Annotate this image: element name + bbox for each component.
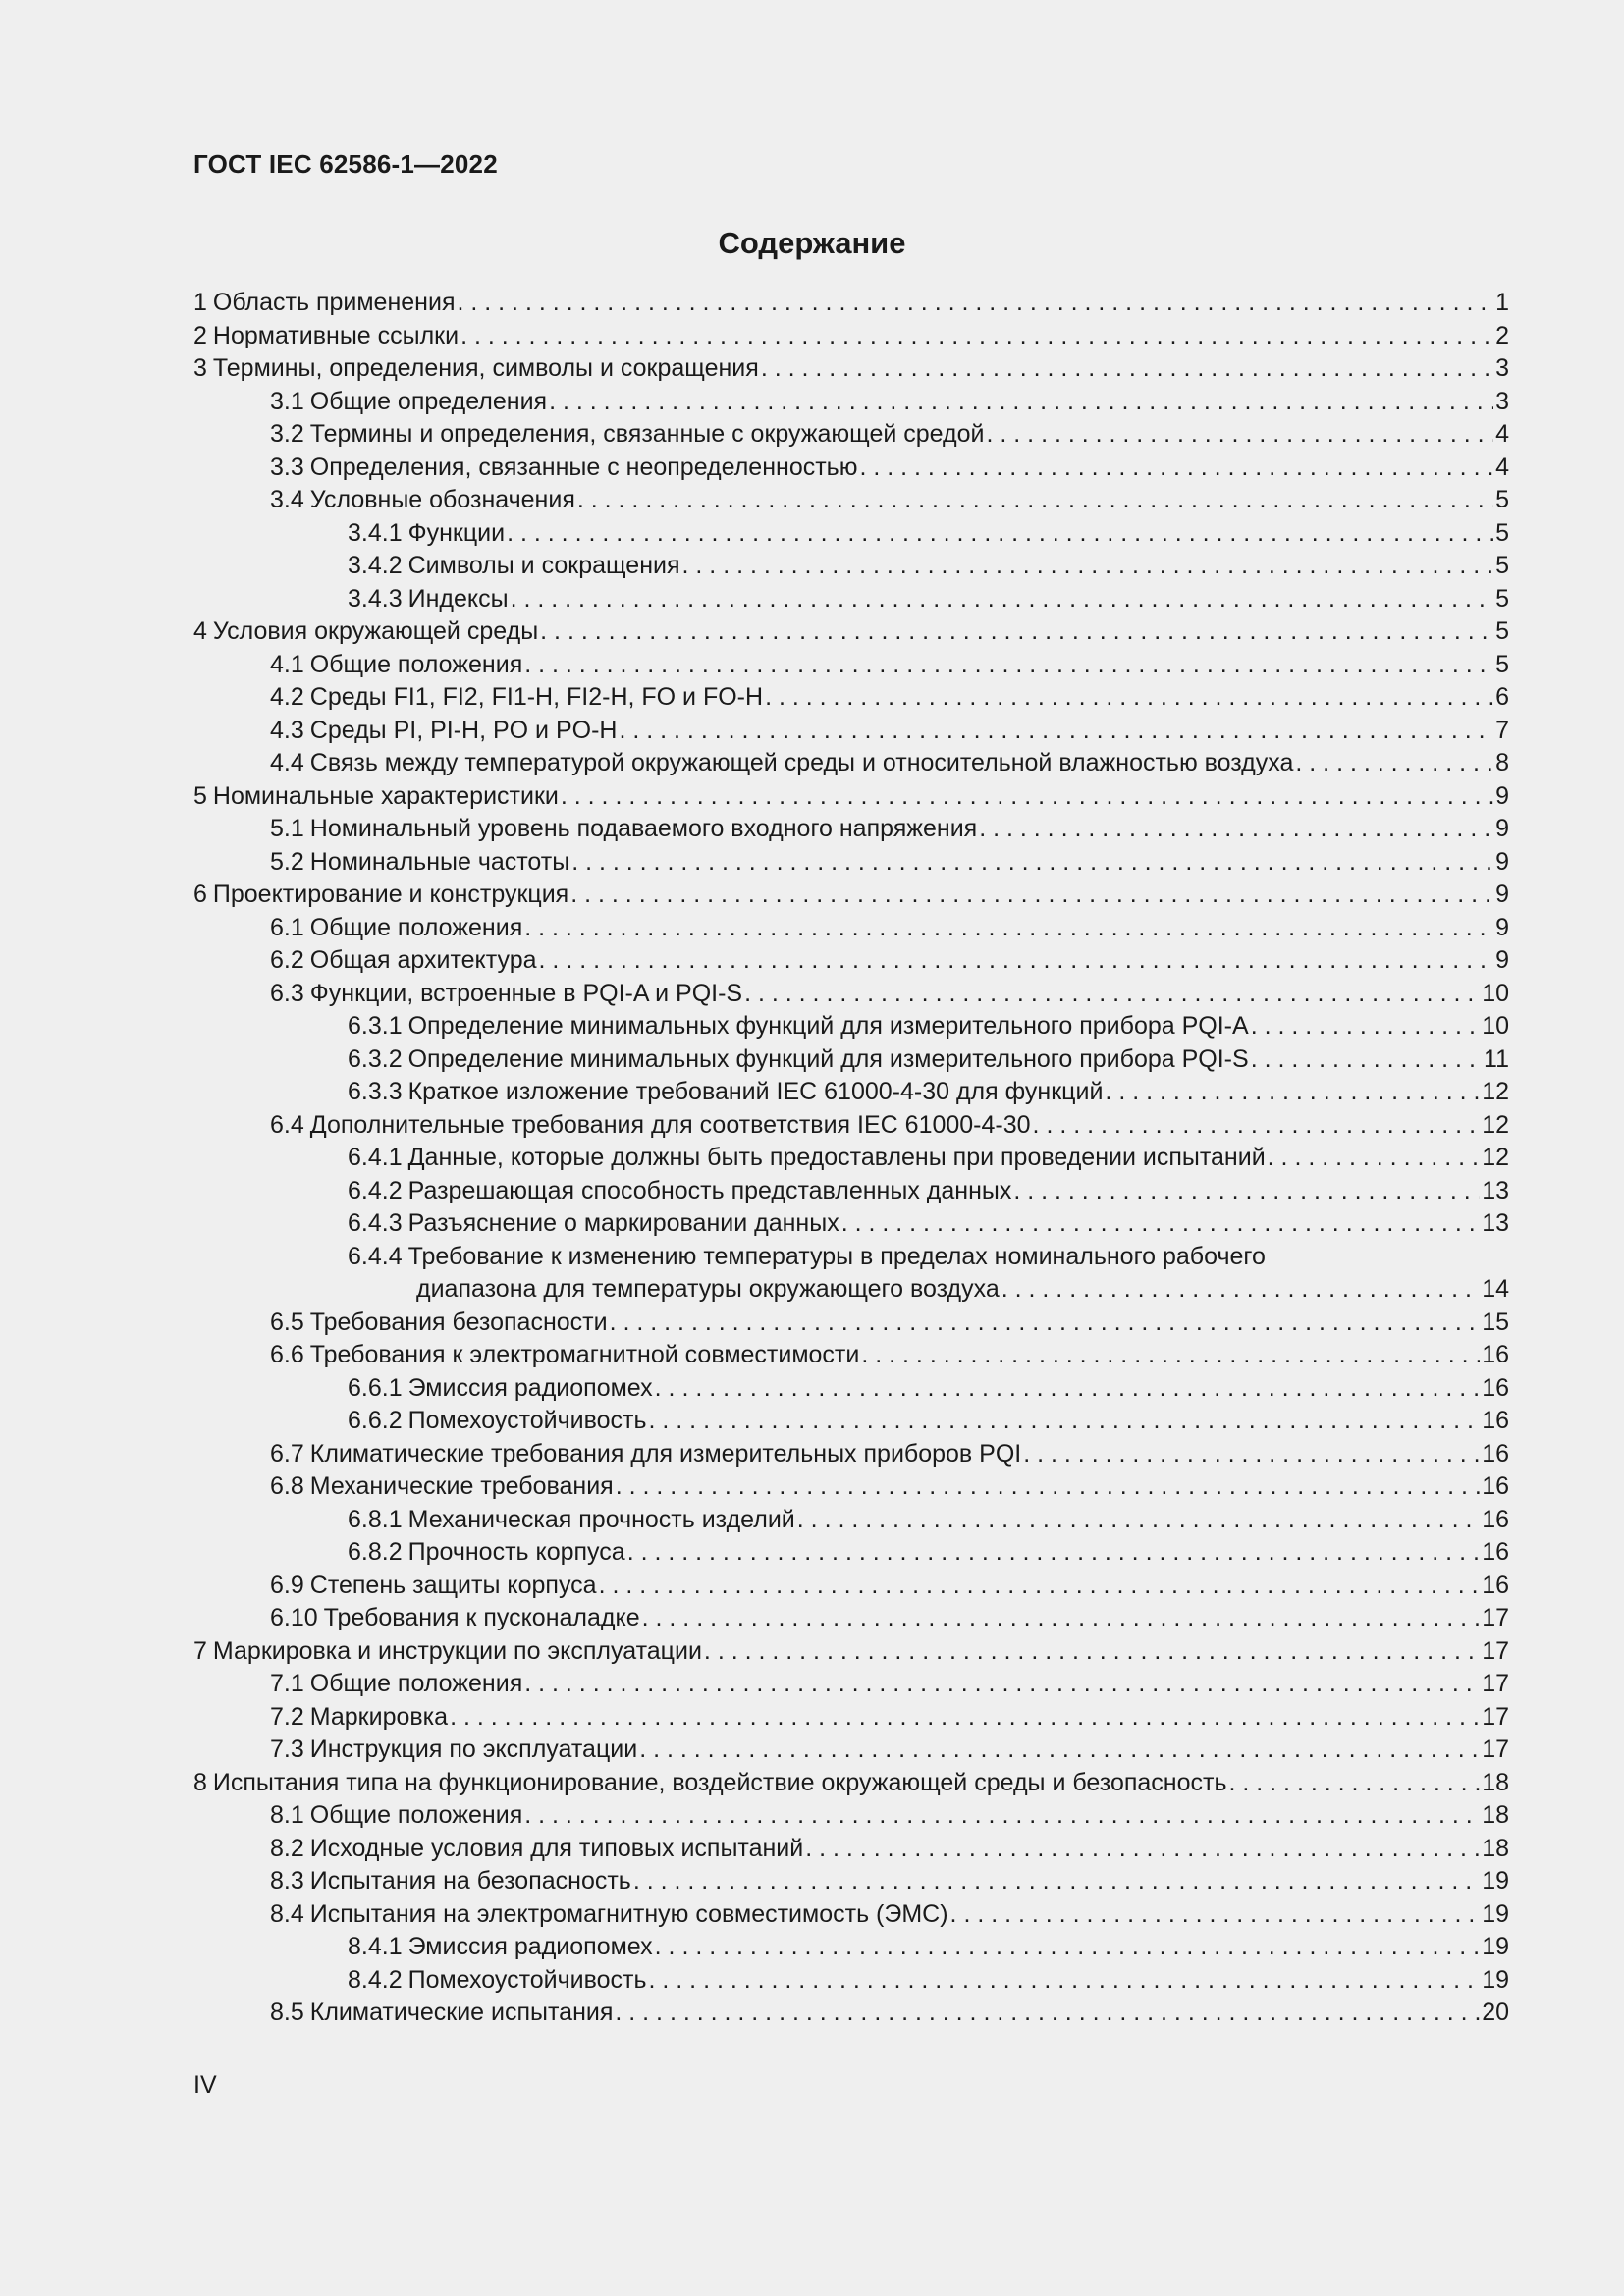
toc-entry-page: 17 [1482, 1670, 1509, 1697]
toc-entry-title: Общие положения [309, 1801, 523, 1829]
toc-entry-page: 4 [1495, 420, 1509, 448]
toc-entry[interactable] [193, 1043, 1509, 1077]
toc-entry-page: 16 [1482, 1439, 1509, 1468]
toc-entry-page: 13 [1482, 1176, 1509, 1204]
toc-entry-title: Среды PI, PI-H, PO и PO-H [309, 716, 618, 744]
toc-entry-title: Испытания типа на функционирование, воздействие окружающей среды и безопасность [212, 1768, 1227, 1796]
toc-entry-number: 3.4.2 [348, 552, 403, 579]
toc-entry-number: 6.7 [270, 1439, 304, 1468]
toc-entry-title: Общая архитектура [309, 946, 537, 974]
toc-entry-number: 6.4 [270, 1110, 304, 1139]
dot-leader [744, 978, 1480, 1011]
toc-entry-page: 4 [1495, 453, 1509, 481]
toc-entry[interactable] [193, 912, 1509, 945]
toc-entry-number: 6.4.3 [348, 1209, 403, 1237]
toc-entry[interactable] [193, 1076, 1509, 1109]
toc-entry-number: 8.2 [270, 1834, 304, 1862]
dot-leader [682, 550, 1494, 583]
dot-leader [1033, 1109, 1481, 1143]
dot-leader [1251, 1010, 1481, 1043]
toc-entry-title: Климатические испытания [309, 1999, 614, 2026]
toc-entry[interactable] [193, 715, 1509, 748]
toc-entry-title: Эмиссия радиопомех [407, 1933, 653, 1960]
toc-entry-page: 5 [1495, 518, 1509, 547]
toc-entry-number: 3.4.1 [348, 518, 403, 547]
toc-entry-page: 3 [1495, 387, 1509, 415]
toc-entry-number: 6.3 [270, 979, 304, 1007]
dot-leader [1251, 1043, 1482, 1077]
toc-entry[interactable] [193, 944, 1509, 978]
toc-entry-page: 17 [1482, 1702, 1509, 1731]
toc-entry-page: 17 [1482, 1636, 1509, 1665]
toc-entry[interactable] [193, 1504, 1509, 1537]
dot-leader [524, 1799, 1480, 1833]
toc-entry-page: 16 [1482, 1341, 1509, 1368]
dot-leader [619, 715, 1493, 748]
toc-entry-page: 19 [1482, 1933, 1509, 1960]
toc-entry[interactable] [193, 1964, 1509, 1998]
page-number: IV [193, 2071, 217, 2099]
toc-entry-page: 15 [1482, 1308, 1509, 1336]
toc-entry-page: 19 [1482, 1899, 1509, 1928]
toc-entry-title: Определение минимальных функций для измерительного прибора PQI-S [407, 1044, 1249, 1073]
toc-entry[interactable] [193, 681, 1509, 715]
dot-leader [859, 452, 1493, 485]
dot-leader [1105, 1076, 1480, 1109]
toc-entry-page: 16 [1482, 1472, 1509, 1500]
toc-entry-continuation[interactable] [193, 1273, 1509, 1307]
toc-entry-number: 7.1 [270, 1670, 304, 1697]
toc-entry-page: 16 [1482, 1505, 1509, 1533]
toc-entry-page: 11 [1484, 1044, 1509, 1073]
toc-entry[interactable] [193, 747, 1509, 780]
toc-entry-number: 3.2 [270, 420, 304, 448]
toc-entry[interactable] [193, 1241, 1509, 1274]
dot-leader [1228, 1767, 1480, 1800]
toc-entry[interactable] [193, 1833, 1509, 1866]
dot-leader [841, 1207, 1480, 1241]
toc-entry-number: 8.1 [270, 1801, 304, 1829]
toc-entry-page: 1 [1495, 289, 1509, 316]
dot-leader [987, 418, 1494, 452]
toc-entry-number: 6.9 [270, 1571, 304, 1599]
toc-entry-number: 7 [193, 1636, 207, 1665]
toc-entry-title: Общие положения [309, 1670, 523, 1697]
toc-entry[interactable] [193, 1865, 1509, 1898]
dot-leader [561, 780, 1493, 814]
toc-entry-title: Краткое изложение требований IEC 61000-4-30 для функций [407, 1078, 1104, 1105]
dot-leader [704, 1635, 1480, 1669]
toc-entry-title: Механические требования [309, 1472, 614, 1500]
toc-entry-page: 2 [1495, 321, 1509, 349]
toc-entry[interactable] [193, 484, 1509, 517]
toc-entry-title: Индексы [407, 584, 509, 613]
toc-entry-title: Среды FI1, FI2, FI1-H, FI2-H, FO и FO-H [309, 683, 764, 711]
toc-entry-title: Требование к изменению температуры в пределах номинального рабочего [407, 1242, 1266, 1270]
toc-entry-title: Маркировка [309, 1702, 449, 1731]
toc-entry-number: 6.10 [270, 1604, 318, 1631]
dot-leader [457, 287, 1493, 320]
toc-entry[interactable] [193, 418, 1509, 452]
toc-entry-title: Связь между температурой окружающей среды и относительной влажностью воздуха [309, 749, 1294, 776]
toc-entry-title: Испытания на электромагнитную совместимость (ЭМС) [309, 1899, 948, 1928]
dot-leader [861, 1339, 1480, 1372]
toc-entry[interactable] [193, 846, 1509, 880]
toc-entry[interactable] [193, 879, 1509, 912]
toc-entry[interactable] [193, 780, 1509, 814]
dot-leader [627, 1536, 1481, 1570]
toc-entry-page: 17 [1482, 1604, 1509, 1631]
dot-leader [450, 1701, 1480, 1735]
toc-entry[interactable] [193, 1307, 1509, 1340]
toc-entry-title: Функции [407, 518, 506, 547]
toc-entry-page: 9 [1495, 781, 1509, 810]
toc-entry-title: Помехоустойчивость [407, 1965, 647, 1994]
dot-leader [639, 1734, 1480, 1767]
dot-leader [610, 1307, 1481, 1340]
toc-entry-page: 19 [1482, 1965, 1509, 1994]
toc-entry-number: 5.1 [270, 815, 304, 842]
toc-entry-number: 6.1 [270, 913, 304, 941]
toc-entry-number: 6.3.1 [348, 1012, 403, 1040]
toc-entry-number: 6.6.1 [348, 1373, 403, 1402]
dot-leader [524, 1668, 1480, 1701]
toc-entry-page: 14 [1482, 1275, 1509, 1303]
toc-entry-page: 16 [1482, 1538, 1509, 1566]
dot-leader [1013, 1175, 1480, 1208]
toc-entry-page: 5 [1495, 650, 1509, 678]
toc-entry-number: 5.2 [270, 847, 304, 876]
dot-leader [577, 484, 1493, 517]
toc-entry[interactable] [193, 320, 1509, 353]
toc-entry-number: 6.5 [270, 1308, 304, 1336]
toc-entry-number: 3.1 [270, 387, 304, 415]
toc-title: Содержание [718, 226, 906, 260]
toc-entry-page: 5 [1495, 584, 1509, 613]
toc-entry-page: 5 [1495, 617, 1509, 645]
toc-entry-page: 16 [1482, 1571, 1509, 1599]
dot-leader [570, 879, 1493, 912]
toc-entry-number: 6.3.3 [348, 1078, 403, 1105]
toc-entry-number: 6.8.2 [348, 1538, 403, 1566]
dot-leader [524, 649, 1493, 682]
toc-entry-title: Механическая прочность изделий [407, 1505, 795, 1533]
toc-entry-title: Нормативные ссылки [212, 321, 460, 349]
toc-entry-title: Условия окружающей среды [212, 617, 539, 645]
toc-entry-page: 9 [1495, 815, 1509, 842]
dot-leader [950, 1898, 1481, 1932]
toc-entry-number: 3 [193, 354, 207, 382]
toc-entry-number: 4.2 [270, 683, 304, 711]
toc-entry-number: 7.3 [270, 1735, 304, 1763]
toc-entry-number: 2 [193, 321, 207, 349]
toc-entry[interactable] [193, 1931, 1509, 1964]
toc-entry-title: Область применения [212, 289, 456, 316]
toc-entry[interactable] [193, 1438, 1509, 1471]
toc-entry-number: 6.4.2 [348, 1176, 403, 1204]
dot-leader [805, 1833, 1480, 1866]
toc-entry[interactable] [193, 813, 1509, 846]
toc-entry[interactable] [193, 1536, 1509, 1570]
toc-entry[interactable] [193, 517, 1509, 551]
toc-entry-title-continued: диапазона для температуры окружающего воздуха [416, 1275, 1000, 1303]
toc-entry-number: 8.4.1 [348, 1933, 403, 1960]
toc-entry-page: 10 [1482, 979, 1509, 1007]
toc-entry[interactable] [193, 1405, 1509, 1438]
toc-entry-number: 3.4.3 [348, 584, 403, 613]
toc-entry-number: 5 [193, 781, 207, 810]
toc-entry[interactable] [193, 1668, 1509, 1701]
toc-entry-title: Определения, связанные с неопределенностью [309, 453, 858, 481]
dot-leader [655, 1931, 1481, 1964]
toc-entry-number: 6 [193, 881, 207, 908]
toc-entry-title: Климатические требования для измерительных приборов PQI [309, 1439, 1022, 1468]
toc-entry[interactable] [193, 386, 1509, 419]
dot-leader [460, 320, 1493, 353]
dot-leader [571, 846, 1493, 880]
toc-entry-number: 6.4.4 [348, 1242, 403, 1270]
toc-entry-title: Инструкция по эксплуатации [309, 1735, 638, 1763]
toc-entry-number: 3.4 [270, 486, 304, 513]
toc-entry-title: Маркировка и инструкции по эксплуатации [212, 1636, 702, 1665]
toc-entry-number: 4 [193, 617, 207, 645]
toc-entry-number: 8 [193, 1768, 207, 1796]
toc-entry-title: Номинальные характеристики [212, 781, 559, 810]
toc-entry-number: 4.1 [270, 650, 304, 678]
toc-entry-number: 4.3 [270, 716, 304, 744]
toc-entry-title: Термины, определения, символы и сокращения [212, 354, 759, 382]
dot-leader [649, 1964, 1481, 1998]
dot-leader [649, 1405, 1481, 1438]
toc-entry-title: Разрешающая способность представленных данных [407, 1176, 1012, 1204]
toc-entry-title: Проектирование и конструкция [212, 881, 569, 908]
toc-entry[interactable] [193, 1635, 1509, 1669]
toc-entry[interactable] [193, 615, 1509, 649]
toc-entry-page: 17 [1482, 1735, 1509, 1763]
toc-entry[interactable] [193, 1767, 1509, 1800]
toc-entry-number: 8.4 [270, 1899, 304, 1928]
dot-leader [616, 1470, 1480, 1504]
dot-leader [511, 583, 1494, 616]
document-code: ГОСТ IEC 62586-1—2022 [193, 149, 498, 179]
toc-entry-page: 18 [1482, 1834, 1509, 1862]
toc-entry-page: 7 [1495, 716, 1509, 744]
toc-entry-page: 13 [1482, 1209, 1509, 1237]
toc-entry-title: Данные, которые должны быть предоставлены при проведении испытаний [407, 1144, 1266, 1171]
toc-entry[interactable] [193, 1175, 1509, 1208]
dot-leader [1268, 1142, 1481, 1175]
toc-entry[interactable] [193, 352, 1509, 386]
toc-entry-page: 12 [1482, 1078, 1509, 1105]
toc-entry-page: 9 [1495, 881, 1509, 908]
toc-entry-page: 5 [1495, 486, 1509, 513]
toc-entry-number: 6.8 [270, 1472, 304, 1500]
toc-entry-number: 6.6 [270, 1341, 304, 1368]
toc-entry[interactable] [193, 1010, 1509, 1043]
toc-entry[interactable] [193, 550, 1509, 583]
toc-entry-number: 6.2 [270, 946, 304, 974]
toc-entry[interactable] [193, 1339, 1509, 1372]
toc-entry-title: Номинальные частоты [309, 847, 570, 876]
toc-entry-title: Испытания на безопасность [309, 1867, 631, 1895]
toc-entry-page: 9 [1495, 847, 1509, 876]
toc-entry-page: 18 [1482, 1768, 1509, 1796]
toc-entry[interactable] [193, 583, 1509, 616]
dot-leader [539, 944, 1494, 978]
dot-leader [1001, 1273, 1480, 1307]
toc-entry-page: 9 [1495, 913, 1509, 941]
toc-entry-title: Функции, встроенные в PQI-A и PQI-S [309, 979, 743, 1007]
toc-entry[interactable] [193, 978, 1509, 1011]
toc-entry-number: 4.4 [270, 749, 304, 776]
toc-entry-title: Эмиссия радиопомех [407, 1373, 653, 1402]
toc-entry-page: 20 [1482, 1999, 1509, 2026]
table-of-contents [193, 287, 1509, 2030]
toc-entry-page: 12 [1482, 1144, 1509, 1171]
dot-leader [765, 681, 1493, 715]
toc-entry-title: Общие положения [309, 650, 523, 678]
toc-entry-page: 9 [1495, 946, 1509, 974]
toc-entry-title: Общие положения [309, 913, 523, 941]
dot-leader [540, 615, 1493, 649]
toc-entry-title: Исходные условия для типовых испытаний [309, 1834, 804, 1862]
toc-entry[interactable] [193, 1109, 1509, 1143]
dot-leader [615, 1997, 1480, 2030]
toc-entry-title: Номинальный уровень подаваемого входного напряжения [309, 815, 978, 842]
toc-entry[interactable] [193, 649, 1509, 682]
dot-leader [599, 1570, 1481, 1603]
toc-entry-title: Символы и сокращения [407, 552, 680, 579]
dot-leader [524, 912, 1493, 945]
toc-entry-page: 16 [1482, 1407, 1509, 1434]
toc-entry[interactable] [193, 1799, 1509, 1833]
toc-entry-number: 6.4.1 [348, 1144, 403, 1171]
toc-entry[interactable] [193, 1898, 1509, 1932]
toc-entry[interactable] [193, 1470, 1509, 1504]
toc-entry-number: 8.5 [270, 1999, 304, 2026]
dot-leader [761, 352, 1493, 386]
dot-leader [1295, 747, 1493, 780]
toc-entry-number: 6.6.2 [348, 1407, 403, 1434]
toc-entry-page: 16 [1482, 1373, 1509, 1402]
toc-entry-title: Помехоустойчивость [407, 1407, 647, 1434]
dot-leader [549, 386, 1493, 419]
toc-entry-page: 8 [1495, 749, 1509, 776]
toc-entry-page: 19 [1482, 1867, 1509, 1895]
toc-entry[interactable] [193, 1142, 1509, 1175]
toc-entry-title: Условные обозначения [309, 486, 575, 513]
toc-entry[interactable] [193, 287, 1509, 320]
toc-entry-title: Прочность корпуса [407, 1538, 625, 1566]
toc-entry-number: 6.8.1 [348, 1505, 403, 1533]
toc-entry-number: 3.3 [270, 453, 304, 481]
toc-entry[interactable] [193, 1701, 1509, 1735]
toc-entry-title: Требования безопасности [309, 1308, 608, 1336]
dot-leader [642, 1602, 1481, 1635]
toc-entry[interactable] [193, 452, 1509, 485]
toc-entry-number: 1 [193, 289, 207, 316]
toc-entry[interactable] [193, 1570, 1509, 1603]
toc-entry-page: 10 [1482, 1012, 1509, 1040]
toc-entry-title: Дополнительные требования для соответствия IEC 61000-4-30 [309, 1110, 1031, 1139]
toc-entry[interactable] [193, 1372, 1509, 1406]
toc-entry-page: 12 [1482, 1110, 1509, 1139]
toc-entry[interactable] [193, 1734, 1509, 1767]
toc-entry-page: 5 [1495, 552, 1509, 579]
toc-entry-page: 18 [1482, 1801, 1509, 1829]
dot-leader [979, 813, 1493, 846]
toc-entry-number: 8.3 [270, 1867, 304, 1895]
toc-entry[interactable] [193, 1602, 1509, 1635]
toc-entry-page: 6 [1495, 683, 1509, 711]
dot-leader [633, 1865, 1480, 1898]
toc-entry-page: 3 [1495, 354, 1509, 382]
dot-leader [507, 517, 1493, 551]
dot-leader [797, 1504, 1480, 1537]
toc-entry-title: Общие определения [309, 387, 548, 415]
toc-entry-title: Разъяснение о маркировании данных [407, 1209, 839, 1237]
toc-entry-number: 8.4.2 [348, 1965, 403, 1994]
dot-leader [1023, 1438, 1480, 1471]
toc-entry[interactable] [193, 1207, 1509, 1241]
dot-leader [655, 1372, 1481, 1406]
toc-entry-title: Требования к электромагнитной совместимости [309, 1341, 860, 1368]
toc-entry[interactable] [193, 1997, 1509, 2030]
toc-entry-title: Определение минимальных функций для измерительного прибора PQI-A [407, 1012, 1249, 1040]
toc-entry-title: Термины и определения, связанные с окружающей средой [309, 420, 985, 448]
toc-entry-title: Требования к пусконаладке [323, 1604, 640, 1631]
toc-entry-number: 6.3.2 [348, 1044, 403, 1073]
toc-entry-number: 7.2 [270, 1702, 304, 1731]
toc-entry-title: Степень защиты корпуса [309, 1571, 597, 1599]
